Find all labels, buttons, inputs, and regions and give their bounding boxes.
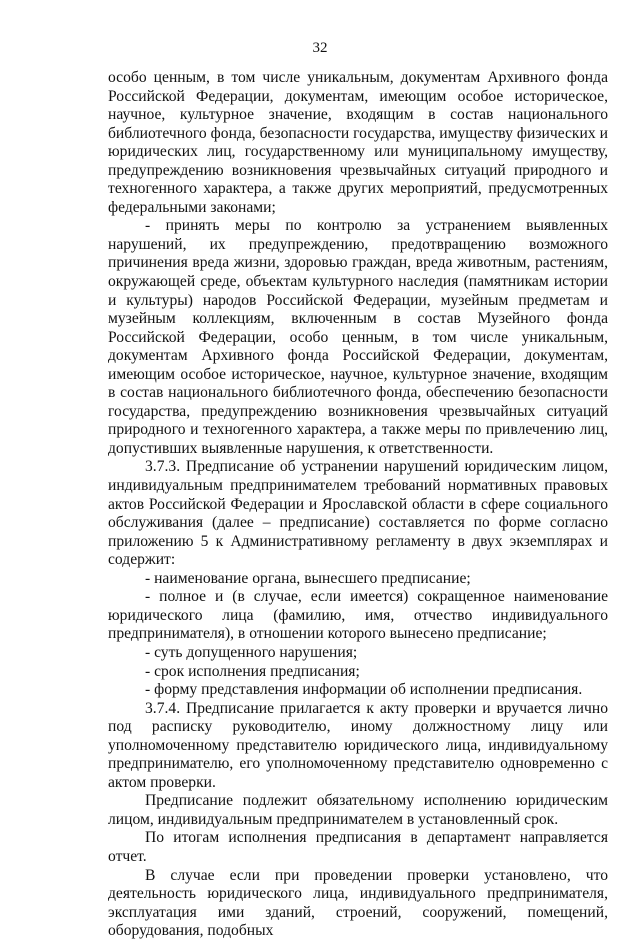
paragraph-mandatory-execution: Предписание подлежит обязательному исполнению юридическим лицом, индивидуальным предпринимателем в установленный срок. (108, 792, 608, 828)
page-number: 32 (312, 40, 328, 56)
paragraph-report: По итогам исполнения предписания в департамент направляется отчет. (108, 829, 608, 865)
list-item-report-form: - форму представления информации об исполнении предписания. (145, 681, 583, 699)
paragraph-control-measures: - принять меры по контролю за устранением выявленных нарушений, их предупреждению, предотвращению возможного причинения вреда жизни, здоровью граждан, вреда животным, растениям, окружающей среде, объектам культурного наследия (памятникам истории и культуры) народов Российской Федерации, музейным предметам и музейным коллекциям, включенным в состав Музейного фонда Российской Федерации, особо ценным, в том числе уникальным, документам Архивного фонда Российской Федерации, документам, имеющим особое историческое, научное, культурное значение, входящим в состав национального библиотечного фонда, обеспечению безопасности государства, предупреждению возникновения чрезвычайных ситуаций природного и техногенного характера, а также меры по привлечению лиц, допустивших выявленные нарушения, к ответственности. (108, 217, 608, 457)
paragraph-continuation: особо ценным, в том числе уникальным, документам Архивного фонда Российской Федерации, документам, имеющим особое историческое, научное, культурное значение, входящим в состав национального библиотечного фонда, безопасности государства, имуществу физических и юридических лиц, государственному или муниципальному имуществу, предупреждению возникновения чрезвычайных ситуаций природного и техногенного характера, а также других мероприятий, предусмотренных федеральными законами; (108, 69, 608, 216)
document-body (108, 69, 608, 941)
paragraph-violation-case: В случае если при проведении проверки установлено, что деятельность юридического лица, индивидуального предпринимателя, эксплуатация ими зданий, строений, сооружений, помещений, оборудования, подобных (108, 866, 608, 940)
list-item-deadline: - срок исполнения предписания; (145, 662, 360, 680)
list-item-entity-name: - полное и (в случае, если имеется) сокращенное наименование юридического лица (фамилию, имя, отчество индивидуального предпринимателя), в отношении которого вынесено предписание; (108, 588, 608, 643)
paragraph-3-7-4: 3.7.4. Предписание прилагается к акту проверки и вручается лично под расписку руководителю, иному должностному лицу или уполномоченному представителю юридического лица, индивидуальному предпринимателю, его уполномоченному представителю одновременно с актом проверки. (108, 699, 608, 791)
list-item-issuing-body: - наименование органа, вынесшего предписание; (145, 569, 471, 587)
paragraph-3-7-3: 3.7.3. Предписание об устранении нарушений юридическим лицом, индивидуальным предпринимателем требований нормативных правовых актов Российской Федерации и Ярославской области в сфере социального обслуживания (далее – предписание) составляется по форме согласно приложению 5 к Административному регламенту в двух экземплярах и содержит: (108, 458, 608, 569)
list-item-violation: - суть допущенного нарушения; (145, 643, 358, 661)
